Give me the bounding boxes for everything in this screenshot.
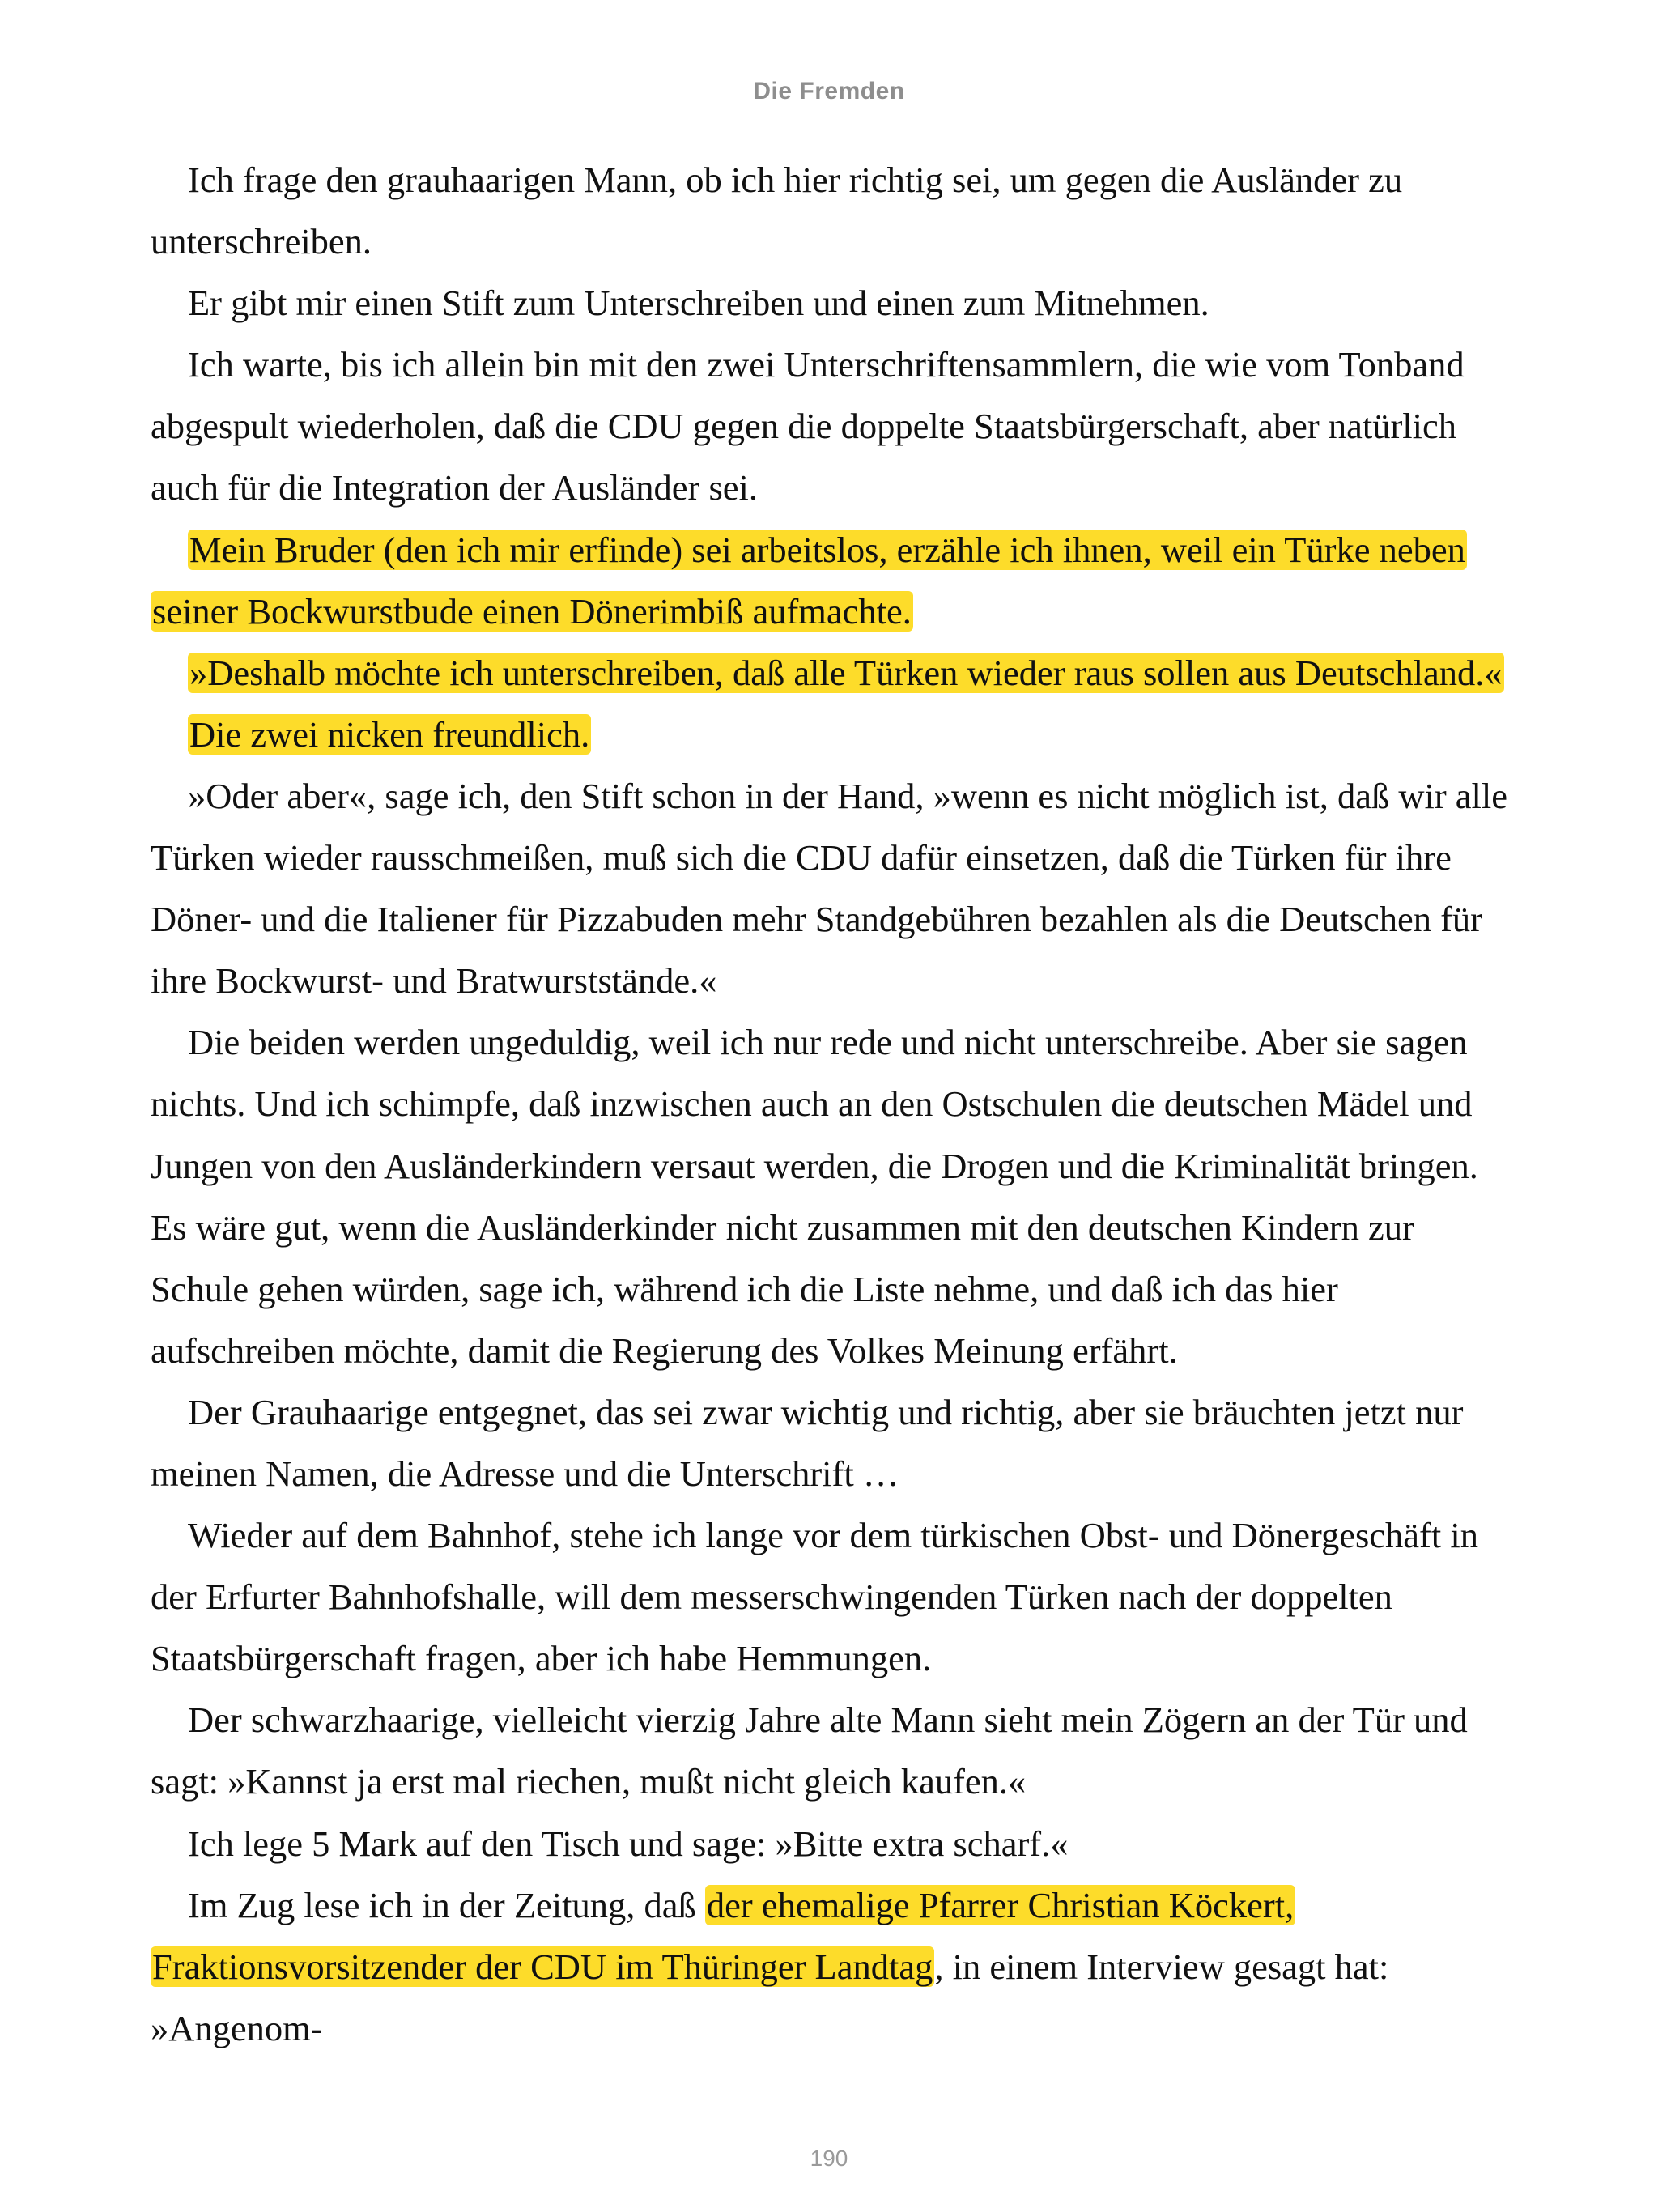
highlight-passage-1[interactable]: Mein Bruder (den ich mir erfinde) sei arbeitslos, erzähle ich ihnen, weil ein Türke neben seiner Bockwurstbude einen Dönerimbiß aufmachte. bbox=[152, 529, 1465, 632]
paragraph-8: Die beiden werden ungeduldig, weil ich nur rede und nicht unterschreibe. Aber sie sagen nichts. Und ich schimpfe, daß inzwischen auch an den Ostschulen die deutschen Mädel und Jungen von den Ausländerkindern versaut werden, die Drogen und die Kriminalität bringen. Es wäre gut, wenn die Ausländerkinder nicht zusammen mit den deutschen Kindern zur Schule gehen würden, sage ich, während ich die Liste nehme, und daß ich das hier aufschreiben möchte, damit die Regierung des Volkes Meinung erfährt. bbox=[151, 1022, 1478, 1371]
paragraph-4-highlighted[interactable] bbox=[151, 519, 1507, 642]
paragraph-6-highlighted[interactable] bbox=[151, 704, 1507, 765]
paragraph-11: Der schwarzhaarige, vielleicht vierzig Jahre alte Mann sieht mein Zögern an der Tür und sagt: »Kannst ja erst mal riechen, mußt nicht gleich kaufen.« bbox=[151, 1699, 1468, 1802]
highlight-passage-3[interactable]: Die zwei nicken freundlich. bbox=[189, 713, 590, 755]
highlight-passage-4[interactable]: der ehemalige Pfarrer Christian Köckert, Fraktionsvorsitzender der CDU im Thüringer Landtag bbox=[152, 1884, 1295, 1987]
paragraph-10: Wieder auf dem Bahnhof, stehe ich lange vor dem türkischen Obst- und Dönergeschäft in der Erfurter Bahnhofshalle, will dem messerschwingenden Türken nach der doppelten Staatsbürgerschaft fragen, aber ich habe Hemmungen. bbox=[151, 1515, 1478, 1679]
paragraph-13 bbox=[151, 1874, 1507, 2059]
page-body-text bbox=[151, 149, 1507, 2059]
paragraph-13-tail: , in einem Interview gesagt hat: »Angenom- bbox=[151, 1946, 1389, 2048]
paragraph-1: Ich frage den grauhaarigen Mann, ob ich hier richtig sei, um gegen die Ausländer zu unterschreiben. bbox=[151, 160, 1403, 262]
paragraph-12: Ich lege 5 Mark auf den Tisch und sage: »Bitte extra scharf.« bbox=[188, 1823, 1069, 1864]
paragraph-5-highlighted[interactable] bbox=[151, 642, 1507, 704]
running-title: Die Fremden bbox=[753, 78, 905, 104]
paragraph-9: Der Grauhaarige entgegnet, das sei zwar wichtig und richtig, aber sie bräuchten jetzt nur meinen Namen, die Adresse und die Unterschrift … bbox=[151, 1391, 1464, 1494]
paragraph-7: »Oder aber«, sage ich, den Stift schon in der Hand, »wenn es nicht möglich ist, daß wir alle Türken wieder rausschmeißen, muß sich die CDU dafür einsetzen, daß die Türken für ihre Döner- und die Italiener für Pizzabuden mehr Standgebühren bezahlen als die Deutschen für ihre Bockwurst- und Bratwurststände.« bbox=[151, 775, 1508, 1002]
paragraph-13-lead: Im Zug lese ich in der Zeitung, daß bbox=[188, 1884, 705, 1925]
highlight-passage-2[interactable]: »Deshalb möchte ich unterschreiben, daß alle Türken wieder raus sollen aus Deutschland.« bbox=[189, 652, 1503, 693]
paragraph-2: Er gibt mir einen Stift zum Unterschreiben und einen zum Mitnehmen. bbox=[188, 283, 1209, 324]
paragraph-3: Ich warte, bis ich allein bin mit den zwei Unterschriftensammlern, die wie vom Tonband abgespult wiederholen, daß die CDU gegen die doppelte Staatsbürgerschaft, aber natürlich auch für die Integration der Ausländer sei. bbox=[151, 344, 1465, 508]
page-number: 190 bbox=[810, 2146, 848, 2171]
